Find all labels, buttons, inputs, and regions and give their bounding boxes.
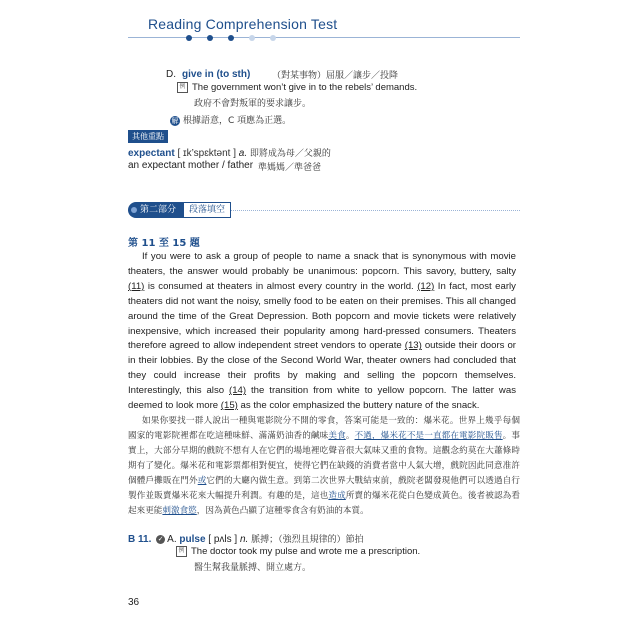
vocab-ipa: [ ɪk’spɛktənt ]: [177, 148, 237, 159]
answer-example: 例 The doctor took my pulse and wrote me a prescription.: [176, 546, 420, 557]
answer-letter: B: [128, 534, 136, 545]
answer-word: pulse: [179, 534, 206, 545]
answer-meaning: 脈搏；（強烈且規律的）節拍: [251, 534, 364, 544]
blank-11: (11): [128, 280, 145, 292]
question-number: 11.: [138, 534, 152, 545]
option-d-example: 例 The government won’t give in to the rebels’ demands.: [177, 82, 417, 93]
option-d: D. give in (to sth): [166, 69, 251, 80]
vocab-word: expectant: [128, 148, 175, 159]
header-dot: [186, 35, 192, 41]
header-dot: [270, 35, 276, 41]
example-icon: 例: [177, 82, 188, 93]
question-range: 第 11 至 15 題: [128, 238, 200, 249]
reading-passage: If you were to ask a group of people to name a snack that is synonymous with movie theaters, the answer would probably be unanimous: popcorn. This savory, buttery, salty (11) is consumed at theaters in almost every country in the world. (12) In fact, most early theaters did not want the noisy, smelly food to be eaten on their premises. This all changed around the time of the Great Depression. Both popcorn and movie tickets were relatively inexpensive, which increased their popularity among hard-pressed consumers. Theaters therefore agreed to allow independent street vendors to operate (13) outside their doors or in their lobbies. By the close of the Second World War, theater owners had concluded that they could increase their profits by making and selling the popcorn themselves. Interestingly, this also (14) the transition from white to yellow popcorn. The latter was deemed to look more (15) as the color emphasized the buttery nature of the snack.: [128, 251, 516, 412]
note-icon: 解: [171, 117, 179, 125]
highlight-14: 造成: [328, 491, 346, 501]
check-icon: ✓: [157, 535, 164, 543]
vocab-pos: a.: [238, 148, 248, 159]
chinese-translation: 如果你要找一群人說出一種與電影院分不開的零食，答案可能是一致的：爆米花。世界上幾乎每個國家的電影院裡都在吃這種味鮮、滿滿奶油香的鹹味美食。不過，爆米花不是一直都在電影院販售。事實上，大部分早期的戲院不想有人在它們的場地裡吃聲音很大氣味又重的食物。這觀念約莫在大蕭條時期有了變化。爆米花和電影票都相對便宜，使得它們在缺錢的消費者當中人氣大增，戲院因此同意准許個體戶攤販在門外或它們的大廳內做生意。到第二次世界大戰結束前，戲院老闆發現他們可以透過自行製作並販賣爆米花來大幅提升利潤。有趣的是，這也造成所賣的爆米花從白色變成黃色。後者被認為看起來更能刺激食慾，因為黃色凸顯了這種零食含有奶油的本質。: [128, 416, 520, 516]
blank-13: (13): [404, 340, 422, 352]
vocab-meaning: 即將成為母／父親的: [249, 148, 331, 158]
answer-ipa: [ pʌls ]: [208, 534, 238, 545]
option-d-word: give in (to sth): [182, 69, 251, 80]
example-icon: 例: [176, 546, 187, 557]
page-number: 36: [128, 597, 140, 608]
header-dot: [207, 35, 213, 41]
vocab-example: an expectant mother / father: [128, 160, 254, 171]
header-title: Reading Comprehension Test: [148, 16, 338, 32]
answer-pos: n.: [239, 534, 249, 545]
answer-line: [128, 532, 364, 545]
page-header: [0, 0, 640, 38]
answer-option-letter: A.: [167, 534, 177, 545]
answer-example-cn: 醫生幫我量脈搏、開立處方。: [194, 563, 312, 573]
blank-14: (14): [229, 385, 247, 397]
highlight-15: 刺激食慾: [162, 506, 197, 516]
note: 解 根據語意，C 項應為正選。: [171, 116, 292, 126]
highlight-11: 美食: [328, 431, 346, 441]
vocab-entry: [128, 146, 331, 159]
other-vocab-badge: 其他重點: [128, 130, 168, 143]
option-d-meaning: （對某事物）屈服／讓步／投降: [272, 71, 399, 81]
highlight-13: 或: [197, 476, 207, 486]
part-subtitle: 段落填空: [183, 202, 231, 218]
highlight-12: 不過，爆米花不是一直都在電影院販售: [354, 431, 503, 441]
blank-12: (12): [417, 280, 435, 292]
header-dot: [249, 35, 255, 41]
blank-15: (15): [220, 400, 238, 412]
header-dot: [228, 35, 234, 41]
option-d-example-cn: 政府不會對叛軍的要求讓步。: [194, 99, 312, 109]
part-label: 第二部分: [128, 202, 184, 218]
vocab-example-cn: 準媽媽／準爸爸: [258, 163, 322, 173]
